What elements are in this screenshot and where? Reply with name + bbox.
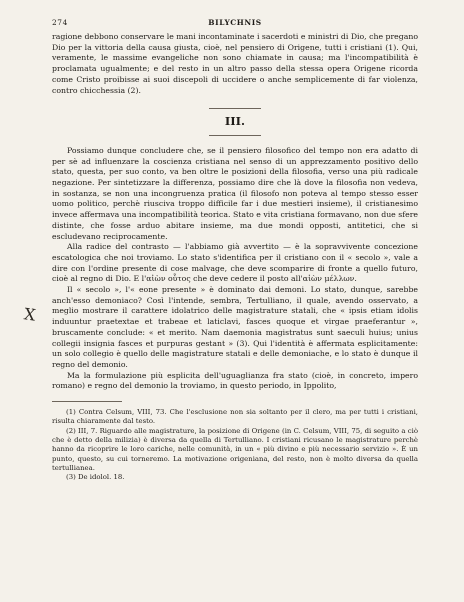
- body-text: [52, 32, 418, 392]
- section-heading: III.: [224, 114, 246, 129]
- page-number: 274: [52, 18, 68, 27]
- paragraph-continued: ragione debbono conservare le mani incontaminate i sacerdoti e ministri di Dio, che pregano Dio per la vittoria della causa giusta, cioè, nel pensiero di Origene, tutti i cristiani (1). Qui, veramente, le massime evangeliche non sono chiamate in causa; ma l'incompatibilità è proclamata ugualmente; e del resto in un altro passo della stessa opera Origene ricorda come Cristo proibisse ai suoi discepoli di uccidere o anche semplicemente di far violenza, contro chicchessia (2).: [52, 32, 418, 95]
- paragraph: Alla radice del contrasto — l'abbiamo già avvertito — è la sopravvivente concezione escatologica che noi troviamo. Lo stato s'identifica per il cristiano con il « secolo », vale a dire con l'ordine presente di cose malvage, che deve scomparire di fronte a quello futuro, cioè al regno di Dio. E l'αἰὼν οὗτος che deve cedere il posto all'αἰὼν μέλλων.: [52, 242, 418, 284]
- paragraph: Ma la formulazione più esplicita dell'uguaglianza fra stato (cioè, in concreto, impero romano) e regno del demonio la troviamo, in questo periodo, in Ippolito,: [52, 370, 418, 391]
- section-rule-top: [209, 108, 261, 109]
- running-head: [52, 18, 418, 32]
- paragraph: Possiamo dunque concludere che, se il pensiero filosofico del tempo non era adatto di per sè ad influenzare la coscienza cristiana nel senso di un apprezzamento positivo dello stato, questa, per suo conto, va ben oltre le posizioni della filosofia, verso una più radicale negazione. Per sintetizzare la differenza, possiamo dire che là dove la filosofia non vedeva, in sostanza, se non una incongruenza pratica (il filosofo non poteva al tempo stesso esser uomo politico, perchè riusciva troppo difficile far i due mestieri insieme), il cristianesimo invece affermava una incompatibilità teorica. Stato e vita cristiana formavano, non due sfere distinte, che fosse arduo abitare insieme, ma due mondi opposti, antitetici, che si escludevano reciprocamente.: [52, 145, 418, 241]
- footnote: (1) Contra Celsum, VIII, 73. Che l'esclusione non sia soltanto per il clero, ma per tutti i cristiani, risulta chiaramente dal testo.: [52, 408, 418, 426]
- footnote: (3) De idolol. 18.: [66, 473, 125, 482]
- paragraph: Il « secolo », l'« eone presente » è dominato dai demoni. Lo stato, dunque, sarebbe anch'esso demoniaco? Così l'intende, sembra, Tertulliano, il quale, avendo osservato, a meglio mostrare il carattere idolatrico delle magistrature statali, che « ipsis etiam idolis induuntur praetextae et trabeae et laticlavi, fasces quoque et virgae praeferantur », bruscamente conclude: « et merito. Nam daemonia magistratus sunt saeculi huius; unius collegii insignia fasces et purpuras gestant » (3). Qui l'identità è affermata esplicitamente: un solo collegio è quello delle magistrature statali e delle demoniache, e lo stato è dunque il regno del demonio.: [52, 285, 418, 369]
- footnote-rule: [52, 401, 122, 402]
- footnotes: [52, 408, 418, 482]
- footnote: (2) III, 7. Riguardo alle magistrature, la posizione di Origene (in C. Celsum, VIII, 75, di seguito a ciò che è detto della milizia) è diversa da quella di Tertulliano. I cristiani ricusano le magistrature perchè hanno da ricoprire le loro cariche, nelle comunità, in un « più divino e più necessario servizio ». È un punto, questo, su cui torneremo. La motivazione origeniana, del resto, non è molto diversa da quella tertullianea.: [52, 426, 418, 472]
- journal-title: BILYCHNIS: [208, 18, 262, 27]
- section-heading-block: [52, 108, 418, 136]
- section-rule-bottom: [209, 135, 261, 136]
- margin-cross-mark: X: [22, 304, 37, 325]
